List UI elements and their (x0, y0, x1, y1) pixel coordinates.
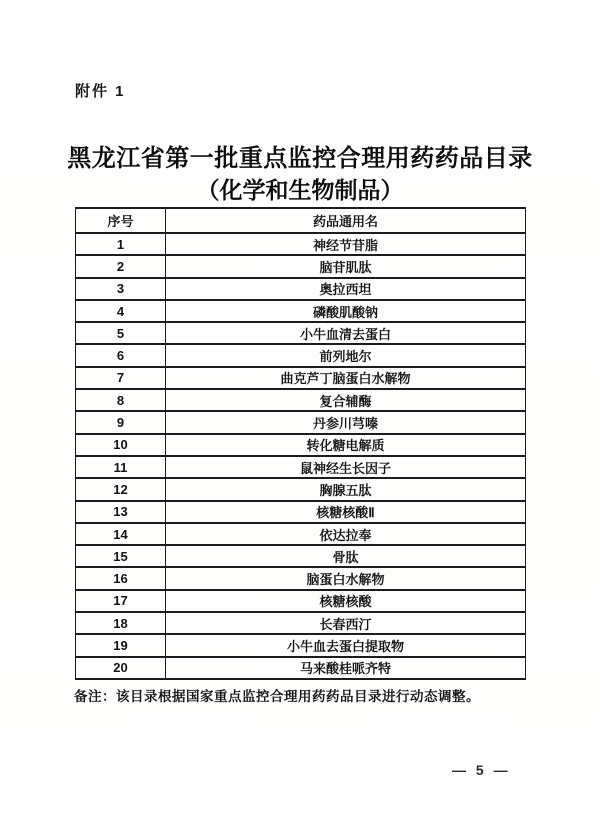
table-row (76, 478, 526, 500)
cell-serial-number: 13 (76, 501, 166, 523)
table-row (76, 567, 526, 589)
cell-drug-name: 奥拉西坦 (166, 278, 526, 300)
cell-serial-number: 9 (76, 411, 166, 433)
table-row (76, 344, 526, 366)
cell-serial-number: 1 (76, 233, 166, 255)
table-row (76, 612, 526, 634)
cell-serial-number: 3 (76, 278, 166, 300)
cell-serial-number: 5 (76, 322, 166, 344)
cell-drug-name: 脑蛋白水解物 (166, 567, 526, 589)
table-row (76, 634, 526, 656)
cell-serial-number: 11 (76, 456, 166, 478)
table-row (76, 411, 526, 433)
cell-drug-name: 胸腺五肽 (166, 478, 526, 500)
table-row (76, 456, 526, 478)
cell-serial-number: 4 (76, 300, 166, 322)
attachment-label: 附件 1 (75, 83, 126, 100)
cell-serial-number: 10 (76, 434, 166, 456)
cell-drug-name: 小牛血清去蛋白 (166, 322, 526, 344)
cell-serial-number: 6 (76, 344, 166, 366)
table-row (76, 389, 526, 411)
note-text: 备注：该目录根据国家重点监控合理用药药品目录进行动态调整。 (74, 689, 480, 704)
cell-serial-number: 2 (76, 255, 166, 277)
table-header-row (76, 208, 526, 233)
table-row (76, 278, 526, 300)
cell-serial-number: 7 (76, 367, 166, 389)
table-row (76, 590, 526, 612)
cell-serial-number: 15 (76, 545, 166, 567)
document-subtitle: （化学和生物制品） (196, 177, 404, 203)
drug-catalog-table (75, 207, 526, 680)
table-row (76, 657, 526, 679)
header-cell-drug-generic-name: 药品通用名 (166, 208, 526, 233)
cell-drug-name: 骨肽 (166, 545, 526, 567)
table-row (76, 300, 526, 322)
table-row (76, 255, 526, 277)
table-row (76, 322, 526, 344)
cell-serial-number: 18 (76, 612, 166, 634)
cell-drug-name: 脑苷肌肽 (166, 255, 526, 277)
document-title: 黑龙江省第一批重点监控合理用药药品目录 (67, 145, 533, 172)
cell-drug-name: 曲克芦丁脑蛋白水解物 (166, 367, 526, 389)
cell-serial-number: 20 (76, 657, 166, 679)
cell-drug-name: 前列地尔 (166, 344, 526, 366)
cell-serial-number: 14 (76, 523, 166, 545)
cell-drug-name: 核糖核酸Ⅱ (166, 501, 526, 523)
table-row (76, 523, 526, 545)
cell-drug-name: 长春西汀 (166, 612, 526, 634)
header-cell-serial-number: 序号 (76, 208, 166, 233)
cell-drug-name: 神经节苷脂 (166, 233, 526, 255)
cell-serial-number: 19 (76, 634, 166, 656)
table-row (76, 233, 526, 255)
table-row (76, 545, 526, 567)
cell-drug-name: 鼠神经生长因子 (166, 456, 526, 478)
cell-drug-name: 复合辅酶 (166, 389, 526, 411)
cell-drug-name: 丹参川芎嗪 (166, 411, 526, 433)
cell-drug-name: 转化糖电解质 (166, 434, 526, 456)
table-body (76, 233, 526, 679)
cell-serial-number: 16 (76, 567, 166, 589)
cell-drug-name: 小牛血去蛋白提取物 (166, 634, 526, 656)
cell-serial-number: 8 (76, 389, 166, 411)
cell-serial-number: 17 (76, 590, 166, 612)
cell-drug-name: 磷酸肌酸钠 (166, 300, 526, 322)
cell-drug-name: 马来酸桂哌齐特 (166, 657, 526, 679)
table-row (76, 501, 526, 523)
table-row (76, 434, 526, 456)
cell-serial-number: 12 (76, 478, 166, 500)
page-number: — 5 — (452, 762, 511, 778)
table-row (76, 367, 526, 389)
cell-drug-name: 依达拉奉 (166, 523, 526, 545)
cell-drug-name: 核糖核酸 (166, 590, 526, 612)
